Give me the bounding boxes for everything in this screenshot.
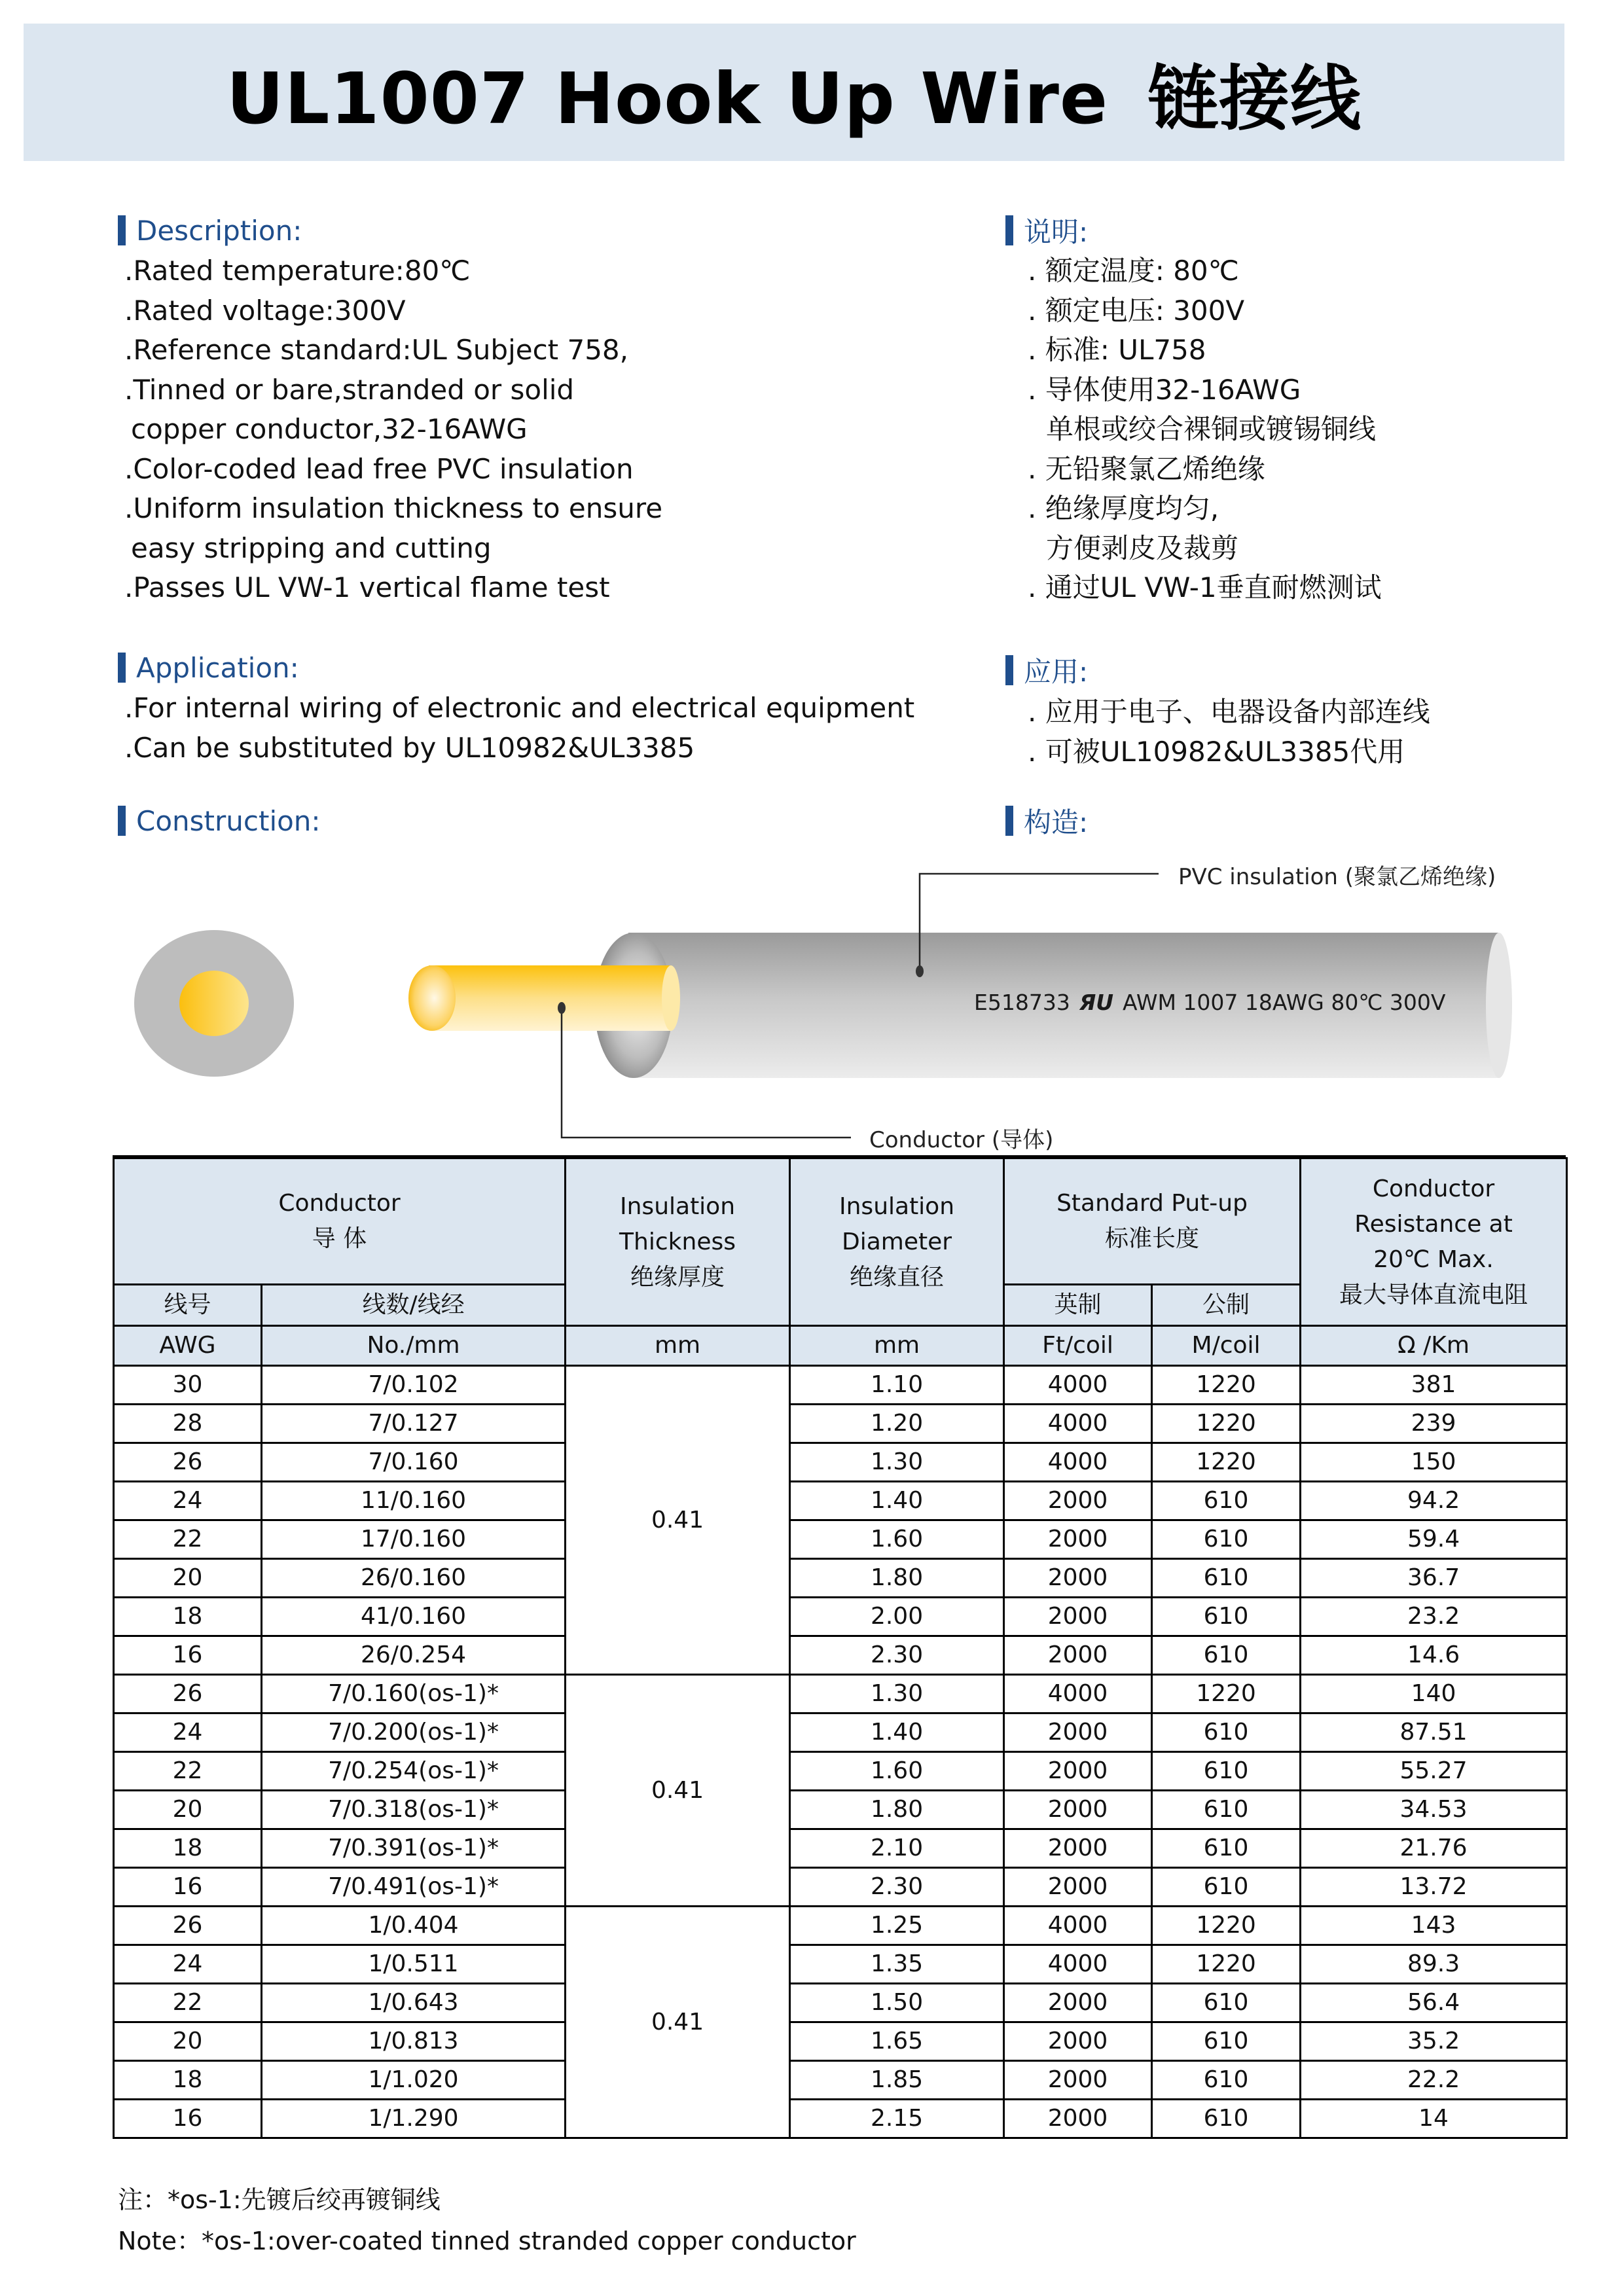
m-coil-cell: 610 — [1152, 1713, 1301, 1752]
file-number: E518733 — [974, 990, 1070, 1015]
resistance-cell: 55.27 — [1301, 1752, 1567, 1791]
table-row — [114, 1482, 1567, 1520]
description-cn-heading — [1005, 213, 1088, 247]
m-coil-cell: 610 — [1152, 1829, 1301, 1868]
awg-cell: 24 — [114, 1945, 262, 1984]
ft-coil-cell: 2000 — [1004, 1752, 1152, 1791]
strand-cell: 7/0.318(os-1)* — [262, 1791, 566, 1829]
strand-cell: 7/0.102 — [262, 1366, 566, 1405]
m-coil-cell: 610 — [1152, 1636, 1301, 1675]
unit-cell: No./mm — [262, 1326, 566, 1366]
ft-coil-cell: 2000 — [1004, 1482, 1152, 1520]
table-row — [114, 2022, 1567, 2061]
ft-coil-cell: 2000 — [1004, 2022, 1152, 2061]
header-line: 20℃ Max. — [1373, 1246, 1494, 1273]
list-item: .Tinned or bare,stranded or solid — [124, 373, 575, 406]
awg-cell: 22 — [114, 1520, 262, 1559]
awg-cell: 26 — [114, 1675, 262, 1713]
diameter-cell: 1.80 — [790, 1559, 1004, 1598]
resistance-cell: 22.2 — [1301, 2061, 1567, 2100]
header-line: Diameter — [841, 1228, 952, 1255]
unit-cell: AWG — [114, 1326, 262, 1366]
list-item: . 通过UL VW-1垂直耐燃测试 — [1028, 571, 1382, 603]
spec-table-body — [114, 1366, 1567, 2138]
unit-cell: mm — [566, 1326, 790, 1366]
spec-table — [113, 1157, 1568, 2139]
table-row — [114, 1520, 1567, 1559]
list-item: . 无铅聚氯乙烯绝缘 — [1028, 452, 1265, 485]
table-row — [114, 1829, 1567, 1868]
ft-coil-cell: 2000 — [1004, 1829, 1152, 1868]
list-item: .Reference standard:UL Subject 758, — [124, 334, 629, 366]
table-row — [114, 1636, 1567, 1675]
m-coil-cell: 610 — [1152, 1868, 1301, 1907]
application-cn-list — [1028, 692, 1430, 772]
description-cn-list — [1028, 251, 1382, 608]
strand-cell: 1/0.813 — [262, 2022, 566, 2061]
description-list — [124, 251, 662, 608]
conductor-body — [429, 965, 671, 1031]
table-row — [114, 1752, 1567, 1791]
page-title — [226, 42, 1362, 143]
list-item: . 标准: UL758 — [1028, 334, 1206, 366]
ft-coil-cell: 2000 — [1004, 1791, 1152, 1829]
strand-cell: 17/0.160 — [262, 1520, 566, 1559]
m-coil-cell: 610 — [1152, 1598, 1301, 1636]
wire-printed-marking — [974, 990, 1445, 1015]
insulation-diameter-header — [790, 1158, 1004, 1326]
m-coil-cell: 610 — [1152, 1984, 1301, 2022]
ft-coil-cell: 4000 — [1004, 1907, 1152, 1945]
application-heading-label: Application: — [136, 651, 299, 684]
strand-cell: 7/0.200(os-1)* — [262, 1713, 566, 1752]
m-coil-cell: 610 — [1152, 1791, 1301, 1829]
section-marker — [1005, 806, 1013, 836]
header-line: Thickness — [619, 1228, 736, 1255]
ft-coil-cell: 2000 — [1004, 1559, 1152, 1598]
awg-cell: 18 — [114, 1598, 262, 1636]
insulation-thickness-cell: 0.41 — [566, 1907, 790, 2138]
m-coil-cell: 1220 — [1152, 1405, 1301, 1443]
table-row — [114, 2061, 1567, 2100]
resistance-cell: 21.76 — [1301, 1829, 1567, 1868]
application-heading — [118, 651, 299, 685]
awg-cell: 24 — [114, 1713, 262, 1752]
table-row — [114, 1366, 1567, 1405]
ft-coil-cell: 4000 — [1004, 1675, 1152, 1713]
awg-cell: 22 — [114, 1984, 262, 2022]
section-marker — [118, 215, 126, 245]
resistance-cell: 13.72 — [1301, 1868, 1567, 1907]
list-item: . 绝缘厚度均匀, — [1028, 492, 1219, 524]
resistance-cell: 239 — [1301, 1405, 1567, 1443]
putup-header-en: Standard Put-up — [1056, 1190, 1248, 1217]
m-coil-cell: 610 — [1152, 2100, 1301, 2138]
awg-cell: 18 — [114, 2061, 262, 2100]
conductor-header-en: Conductor — [278, 1190, 401, 1217]
strand-cell: 7/0.491(os-1)* — [262, 1868, 566, 1907]
resistance-cell: 89.3 — [1301, 1945, 1567, 1984]
insulation-far-end — [1486, 933, 1512, 1078]
awg-cell: 16 — [114, 1636, 262, 1675]
strand-header-cn: 线数/线经 — [262, 1285, 566, 1326]
conductor-header — [114, 1158, 566, 1285]
resistance-cell: 140 — [1301, 1675, 1567, 1713]
conductor-callout-dot — [558, 1002, 566, 1014]
list-item: easy stripping and cutting — [131, 531, 492, 564]
ft-coil-cell: 2000 — [1004, 1636, 1152, 1675]
table-row — [114, 1675, 1567, 1713]
table-row — [114, 1598, 1567, 1636]
strand-cell: 7/0.254(os-1)* — [262, 1752, 566, 1791]
conductor-header-cn: 导 体 — [312, 1225, 367, 1252]
diameter-cell: 1.50 — [790, 1984, 1004, 2022]
list-item: . 额定温度: 80℃ — [1028, 255, 1239, 287]
diameter-cell: 1.10 — [790, 1366, 1004, 1405]
ul-recognition-mark: ЯU — [1079, 990, 1114, 1015]
title-chinese: 链接线 — [1147, 58, 1362, 140]
strand-cell: 11/0.160 — [262, 1482, 566, 1520]
putup-header-cn: 标准长度 — [1105, 1225, 1200, 1252]
resistance-cell: 14 — [1301, 2100, 1567, 2138]
resistance-cell: 87.51 — [1301, 1713, 1567, 1752]
ft-coil-cell: 2000 — [1004, 2061, 1152, 2100]
list-item: .Can be substituted by UL10982&UL3385 — [124, 731, 695, 764]
diameter-cell: 1.65 — [790, 2022, 1004, 2061]
resistance-cell: 381 — [1301, 1366, 1567, 1405]
strand-cell: 26/0.254 — [262, 1636, 566, 1675]
diameter-cell: 1.25 — [790, 1907, 1004, 1945]
list-item: .For internal wiring of electronic and electrical equipment — [124, 692, 915, 724]
m-coil-cell: 1220 — [1152, 1945, 1301, 1984]
gauge-header-cn: 线号 — [114, 1285, 262, 1326]
standard-putup-header — [1004, 1158, 1301, 1285]
header-line: 绝缘直径 — [850, 1263, 945, 1291]
section-marker — [1005, 215, 1013, 245]
awg-cell: 16 — [114, 1868, 262, 1907]
diameter-cell: 2.00 — [790, 1598, 1004, 1636]
ft-coil-cell: 2000 — [1004, 1868, 1152, 1907]
diameter-cell: 1.60 — [790, 1520, 1004, 1559]
resistance-cell: 150 — [1301, 1443, 1567, 1482]
ft-coil-cell: 4000 — [1004, 1945, 1152, 1984]
table-row — [114, 1559, 1567, 1598]
list-item: copper conductor,32-16AWG — [131, 413, 528, 445]
header-line: Insulation — [620, 1193, 736, 1220]
table-row — [114, 2100, 1567, 2138]
units-row — [114, 1326, 1567, 1366]
insulation-label: PVC insulation (聚氯乙烯绝缘) — [1178, 864, 1496, 890]
list-item: . 应用于电子、电器设备内部连线 — [1028, 696, 1430, 728]
awg-cell: 24 — [114, 1482, 262, 1520]
table-row — [114, 1443, 1567, 1482]
header-line: 绝缘厚度 — [630, 1263, 725, 1291]
ft-coil-cell: 2000 — [1004, 1598, 1152, 1636]
cross-section-conductor — [179, 971, 249, 1036]
strand-cell: 1/0.643 — [262, 1984, 566, 2022]
unit-cell: mm — [790, 1326, 1004, 1366]
m-coil-cell: 610 — [1152, 2061, 1301, 2100]
metric-header-cn: 公制 — [1152, 1285, 1301, 1326]
awg-cell: 26 — [114, 1907, 262, 1945]
application-list — [124, 689, 914, 768]
table-row — [114, 1984, 1567, 2022]
resistance-cell: 94.2 — [1301, 1482, 1567, 1520]
construction-cn-heading-label: 构造: — [1024, 806, 1089, 838]
list-item: .Uniform insulation thickness to ensure — [124, 492, 663, 524]
m-coil-cell: 1220 — [1152, 1675, 1301, 1713]
awg-cell: 22 — [114, 1752, 262, 1791]
strand-cell: 26/0.160 — [262, 1559, 566, 1598]
resistance-cell: 59.4 — [1301, 1520, 1567, 1559]
strand-cell: 7/0.160(os-1)* — [262, 1675, 566, 1713]
diameter-cell: 2.15 — [790, 2100, 1004, 2138]
ft-coil-cell: 2000 — [1004, 1713, 1152, 1752]
table-row — [114, 1868, 1567, 1907]
ft-coil-cell: 4000 — [1004, 1405, 1152, 1443]
diameter-cell: 1.30 — [790, 1675, 1004, 1713]
m-coil-cell: 1220 — [1152, 1907, 1301, 1945]
ft-coil-cell: 4000 — [1004, 1366, 1152, 1405]
insulation-callout-dot — [916, 965, 924, 977]
resistance-cell: 36.7 — [1301, 1559, 1567, 1598]
diameter-cell: 1.35 — [790, 1945, 1004, 1984]
conductor-label: Conductor (导体) — [869, 1127, 1054, 1153]
resistance-header — [1301, 1158, 1567, 1326]
footnotes — [118, 2179, 856, 2262]
awg-cell: 26 — [114, 1443, 262, 1482]
diameter-cell: 1.80 — [790, 1791, 1004, 1829]
strand-cell: 1/1.290 — [262, 2100, 566, 2138]
awg-cell: 20 — [114, 1791, 262, 1829]
resistance-cell: 34.53 — [1301, 1791, 1567, 1829]
footnote-cn: 注：*os-1:先镀后绞再镀铜线 — [118, 2185, 441, 2214]
description-cn-heading-label: 说明: — [1024, 216, 1089, 248]
diameter-cell: 1.30 — [790, 1443, 1004, 1482]
list-item: 单根或绞合裸铜或镀锡铜线 — [1046, 413, 1377, 445]
list-item: 方便剥皮及裁剪 — [1046, 531, 1239, 564]
table-row — [114, 1907, 1567, 1945]
resistance-cell: 143 — [1301, 1907, 1567, 1945]
application-cn-heading-label: 应用: — [1024, 656, 1089, 688]
ft-coil-cell: 2000 — [1004, 1520, 1152, 1559]
section-marker — [1005, 655, 1013, 685]
header-line: Insulation — [839, 1193, 955, 1220]
list-item: .Passes UL VW-1 vertical flame test — [124, 571, 610, 603]
m-coil-cell: 610 — [1152, 2022, 1301, 2061]
section-marker — [118, 653, 126, 683]
diameter-cell: 1.20 — [790, 1405, 1004, 1443]
resistance-cell: 14.6 — [1301, 1636, 1567, 1675]
conductor-cut-end — [408, 965, 456, 1031]
construction-heading-label: Construction: — [136, 804, 321, 837]
m-coil-cell: 610 — [1152, 1520, 1301, 1559]
ft-coil-cell: 2000 — [1004, 1984, 1152, 2022]
awg-cell: 18 — [114, 1829, 262, 1868]
resistance-cell: 56.4 — [1301, 1984, 1567, 2022]
ft-coil-cell: 2000 — [1004, 2100, 1152, 2138]
list-item: .Color-coded lead free PVC insulation — [124, 452, 634, 485]
diameter-cell: 2.10 — [790, 1829, 1004, 1868]
list-item: .Rated temperature:80℃ — [124, 255, 471, 287]
m-coil-cell: 610 — [1152, 1559, 1301, 1598]
imperial-header-cn: 英制 — [1004, 1285, 1152, 1326]
strand-cell: 7/0.160 — [262, 1443, 566, 1482]
awg-cell: 16 — [114, 2100, 262, 2138]
diameter-cell: 1.40 — [790, 1713, 1004, 1752]
list-item: . 额定电压: 300V — [1028, 294, 1245, 327]
m-coil-cell: 1220 — [1152, 1366, 1301, 1405]
diameter-cell: 2.30 — [790, 1636, 1004, 1675]
unit-cell: Ω /Km — [1301, 1326, 1567, 1366]
m-coil-cell: 1220 — [1152, 1443, 1301, 1482]
list-item: . 导体使用32-16AWG — [1028, 373, 1301, 406]
wire-rating-text: AWM 1007 18AWG 80℃ 300V — [1123, 990, 1446, 1015]
table-row — [114, 1713, 1567, 1752]
unit-cell: M/coil — [1152, 1326, 1301, 1366]
resistance-cell: 35.2 — [1301, 2022, 1567, 2061]
insulation-thickness-header — [566, 1158, 790, 1326]
unit-cell: Ft/coil — [1004, 1326, 1152, 1366]
m-coil-cell: 610 — [1152, 1752, 1301, 1791]
awg-cell: 20 — [114, 2022, 262, 2061]
table-row — [114, 1945, 1567, 1984]
m-coil-cell: 610 — [1152, 1482, 1301, 1520]
strand-cell: 7/0.391(os-1)* — [262, 1829, 566, 1868]
awg-cell: 30 — [114, 1366, 262, 1405]
conductor-inner-end — [662, 965, 680, 1031]
resistance-cell: 23.2 — [1301, 1598, 1567, 1636]
diameter-cell: 2.30 — [790, 1868, 1004, 1907]
description-heading — [118, 213, 302, 247]
header-line: 最大导体直流电阻 — [1339, 1281, 1528, 1308]
awg-cell: 20 — [114, 1559, 262, 1598]
construction-heading — [118, 804, 321, 838]
title-band — [24, 24, 1564, 161]
diameter-cell: 1.60 — [790, 1752, 1004, 1791]
list-item: . 可被UL10982&UL3385代用 — [1028, 735, 1405, 768]
strand-cell: 7/0.127 — [262, 1405, 566, 1443]
insulation-thickness-cell: 0.41 — [566, 1675, 790, 1907]
header-line: Conductor — [1372, 1175, 1495, 1202]
diameter-cell: 1.40 — [790, 1482, 1004, 1520]
title-english: UL1007 Hook Up Wire — [226, 58, 1109, 140]
header-line: Resistance at — [1354, 1210, 1513, 1238]
application-cn-heading — [1005, 653, 1088, 687]
insulation-thickness-cell: 0.41 — [566, 1366, 790, 1675]
awg-cell: 28 — [114, 1405, 262, 1443]
construction-cn-heading — [1005, 804, 1088, 838]
strand-cell: 1/0.511 — [262, 1945, 566, 1984]
footnote-en: Note：*os-1:over-coated tinned stranded copper conductor — [118, 2227, 856, 2255]
strand-cell: 1/0.404 — [262, 1907, 566, 1945]
section-marker — [118, 806, 126, 836]
description-heading-label: Description: — [136, 214, 302, 247]
table-row — [114, 1405, 1567, 1443]
ft-coil-cell: 4000 — [1004, 1443, 1152, 1482]
strand-cell: 1/1.020 — [262, 2061, 566, 2100]
diameter-cell: 1.85 — [790, 2061, 1004, 2100]
list-item: .Rated voltage:300V — [124, 294, 406, 327]
strand-cell: 41/0.160 — [262, 1598, 566, 1636]
table-row — [114, 1791, 1567, 1829]
